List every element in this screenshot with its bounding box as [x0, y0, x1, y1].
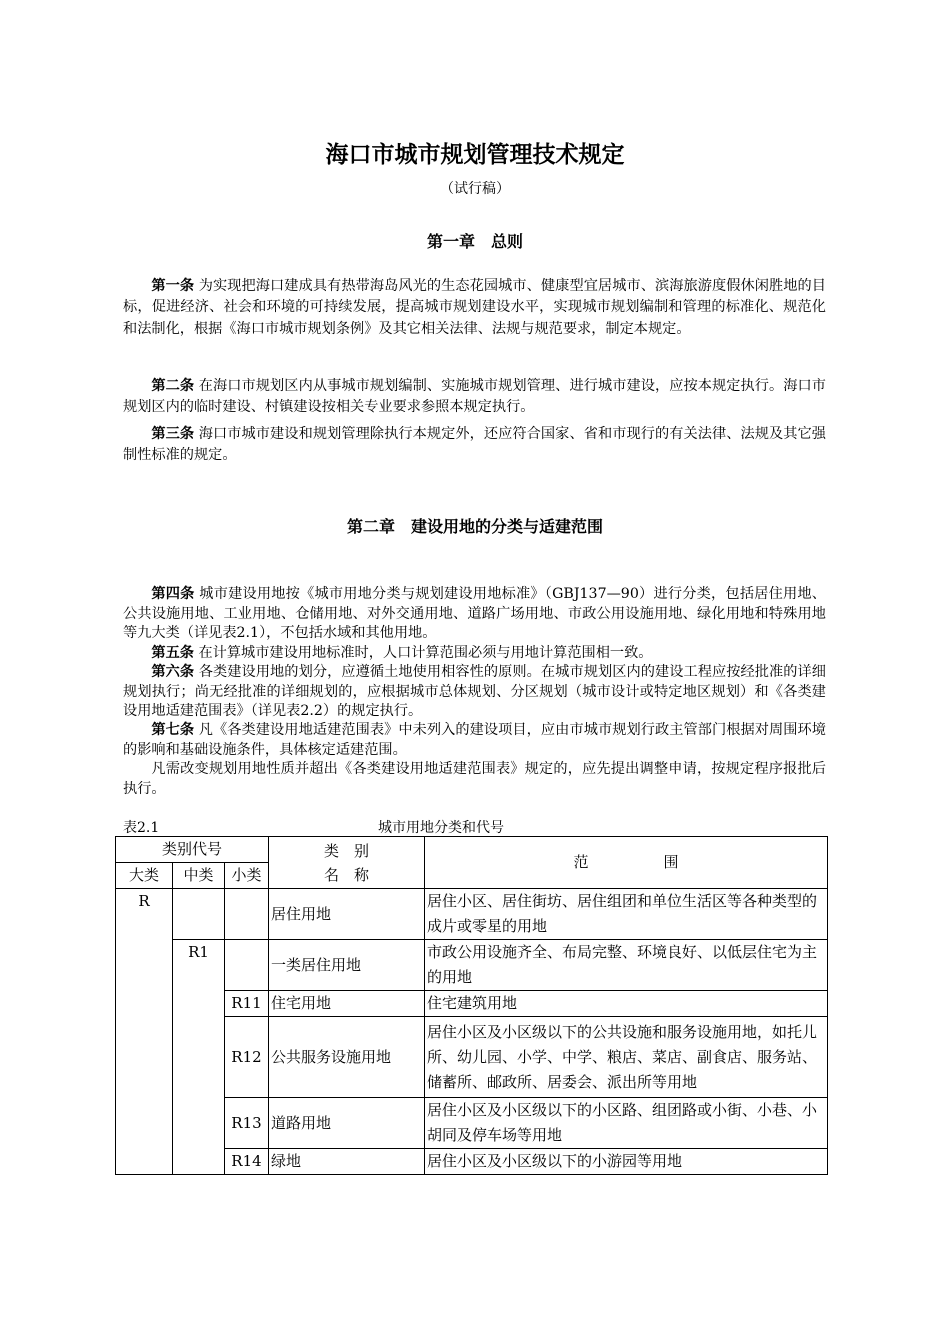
article-4	[123, 585, 826, 644]
chapter-2-heading: 第二章 建设用地的分类与适建范围	[346, 517, 603, 536]
article-5	[123, 644, 826, 664]
cell-minor	[225, 940, 269, 991]
cell-minor: R13	[225, 1098, 269, 1149]
table-caption: 城市用地分类和代号	[378, 820, 504, 836]
table-number: 表2.1	[123, 820, 160, 836]
cell-scope: 居住小区及小区级以下的小区路、组团路或小街、小巷、小胡同及停车场等用地	[425, 1098, 828, 1149]
cell-scope: 居住小区、居住街坊、居住组团和单位生活区等各种类型的成片或零星的用地	[425, 889, 828, 940]
article-2-text: 在海口市规划区内从事城市规划编制、实施城市规划管理、进行城市建设，应按本规定执行。海口市规划区内的临时建设、村镇建设按相关专业要求参照本规定执行。	[123, 378, 826, 416]
header-minor: 小类	[225, 863, 269, 889]
cell-scope: 市政公用设施齐全、布局完整、环境良好、以低层住宅为主的用地	[425, 940, 828, 991]
article-7-note-text: 凡需改变规划用地性质并超出《各类建设用地适建范围表》规定的，应先提出调整申请，按规定程序报批后执行。	[123, 761, 826, 797]
article-6-label: 第六条	[151, 664, 195, 680]
article-1-text: 为实现把海口建成具有热带海岛风光的生态花园城市、健康型宜居城市、滨海旅游度假休闲胜地的目标，促进经济、社会和环境的可持续发展，提高城市规划建设水平，实现城市规划编制和管理的标准化、规范化和法制化，根据《海口市城市规划条例》及其它相关法律、法规与规范要求，制定本规定。	[123, 278, 826, 337]
article-7	[123, 721, 826, 760]
cell-major: R	[116, 889, 173, 1175]
header-scope: 范 围	[425, 837, 828, 889]
article-5-label: 第五条	[151, 645, 194, 661]
cell-scope: 住宅建筑用地	[425, 991, 828, 1017]
article-1	[123, 276, 826, 340]
cell-medium: R1	[173, 940, 225, 1175]
cell-minor	[225, 889, 269, 940]
article-1-label: 第一条	[151, 278, 195, 294]
cell-name: 公共服务设施用地	[269, 1017, 425, 1098]
header-code-group: 类别代号	[116, 837, 269, 863]
article-4-text: 城市建设用地按《城市用地分类与规划建设用地标准》（GBJ137—90）进行分类，包括居住用地、公共设施用地、工业用地、仓储用地、对外交通用地、道路广场用地、市政公用设施用地、绿化用地和特殊用地等九大类（详见表2.1），不包括水域和其他用地。	[123, 586, 826, 641]
table-row	[116, 940, 828, 991]
article-3-text: 海口市城市建设和规划管理除执行本规定外，还应符合国家、省和市现行的有关法律、法规及其它强制性标准的规定。	[123, 426, 826, 464]
cell-name: 住宅用地	[269, 991, 425, 1017]
cell-minor: R11	[225, 991, 269, 1017]
header-name: 类 别 名 称	[269, 837, 425, 889]
cell-name: 绿地	[269, 1149, 425, 1175]
article-6-text: 各类建设用地的划分，应遵循土地使用相容性的原则。在城市规划区内的建设工程应按经批准的详细规划执行；尚无经批准的详细规划的，应根据城市总体规划、分区规划（城市设计或特定地区规划）和《各类建设用地适建范围表》（详见表2.2）的规定执行。	[123, 664, 826, 719]
cell-minor: R14	[225, 1149, 269, 1175]
cell-scope: 居住小区及小区级以下的公共设施和服务设施用地，如托儿所、幼儿园、小学、中学、粮店、菜店、副食店、服务站、储蓄所、邮政所、居委会、派出所等用地	[425, 1017, 828, 1098]
article-5-text: 在计算城市建设用地标准时，人口计算范围必须与用地计算范围相一致。	[198, 645, 653, 661]
article-7-note	[123, 760, 826, 799]
chapter-1-heading: 第一章 总则	[426, 232, 523, 251]
article-4-label: 第四条	[151, 586, 195, 602]
land-use-table	[115, 836, 828, 1175]
cell-name: 居住用地	[269, 889, 425, 940]
article-7-text: 凡《各类建设用地适建范围表》中未列入的建设项目，应由市城市规划行政主管部门根据对周围环境的影响和基础设施条件，具体核定适建范围。	[123, 722, 826, 758]
article-7-label: 第七条	[151, 722, 195, 738]
article-2-label: 第二条	[151, 378, 195, 394]
document-subtitle: （试行稿）	[440, 181, 510, 197]
table-row	[116, 889, 828, 940]
cell-name: 一类居住用地	[269, 940, 425, 991]
article-3	[123, 424, 826, 467]
article-6	[123, 663, 826, 722]
cell-name: 道路用地	[269, 1098, 425, 1149]
article-3-label: 第三条	[151, 426, 195, 442]
cell-scope: 居住小区及小区级以下的小游园等用地	[425, 1149, 828, 1175]
cell-minor: R12	[225, 1017, 269, 1098]
header-medium: 中类	[173, 863, 225, 889]
article-2	[123, 376, 826, 419]
cell-medium	[173, 889, 225, 940]
document-title: 海口市城市规划管理技术规定	[325, 142, 625, 168]
header-major: 大类	[116, 863, 173, 889]
